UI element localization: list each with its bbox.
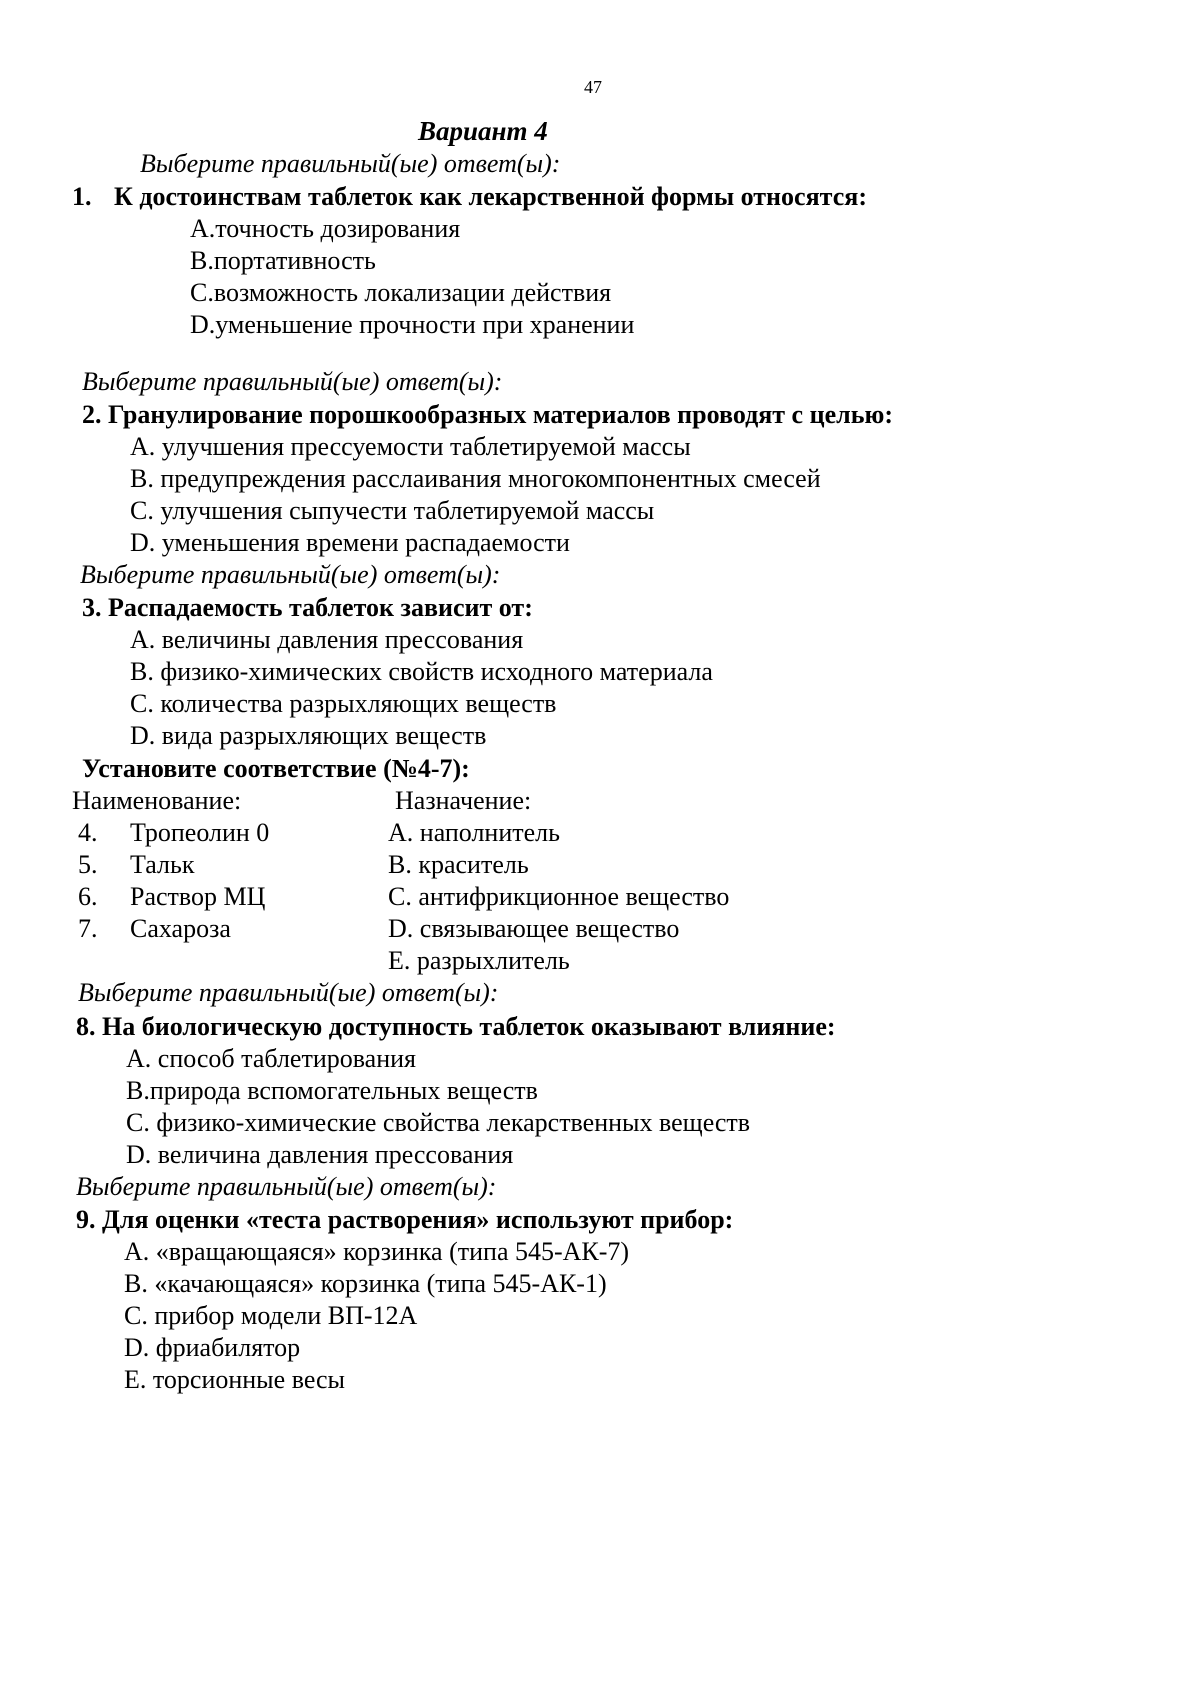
match-purpose: D. связывающее вещество — [388, 914, 680, 943]
match-heading: Установите соответствие (№4-7): — [82, 754, 470, 783]
q9-option-e: Е. торсионные весы — [124, 1365, 346, 1394]
q2-option-b: В. предупреждения расслаивания многокомпонентных смесей — [130, 464, 821, 493]
q1-text: К достоинствам таблеток как лекарственной формы относятся: — [114, 182, 867, 211]
instruction-q1: Выберите правильный(ые) ответ(ы): — [140, 149, 561, 178]
instruction-q2: Выберите правильный(ые) ответ(ы): — [82, 367, 503, 396]
q1-number: 1. — [72, 182, 92, 211]
match-number: 5. — [78, 850, 98, 879]
q8-option-c: С. физико-химические свойства лекарственных веществ — [126, 1108, 751, 1137]
match-name: Раствор МЦ — [130, 882, 266, 911]
q3-option-c: С. количества разрыхляющих веществ — [130, 689, 557, 718]
page-number: 47 — [584, 77, 602, 97]
match-purpose: А. наполнитель — [388, 818, 560, 847]
q9-text: 9. Для оценки «теста растворения» используют прибор: — [76, 1205, 734, 1234]
q8-option-b: В.природа вспомогательных веществ — [126, 1076, 538, 1105]
q1-option-d: D.уменьшение прочности при хранении — [190, 310, 635, 339]
q8-option-a: А. способ таблетирования — [126, 1044, 416, 1073]
q9-option-a: А. «вращающаяся» корзинка (типа 545-АК-7) — [124, 1237, 630, 1266]
match-name: Тропеолин 0 — [130, 818, 270, 847]
variant-title: Вариант 4 — [418, 116, 548, 146]
instruction-q9: Выберите правильный(ые) ответ(ы): — [76, 1172, 497, 1201]
q8-option-d: D. величина давления прессования — [126, 1140, 514, 1169]
q3-option-b: В. физико-химических свойств исходного материала — [130, 657, 713, 686]
q8-text: 8. На биологическую доступность таблеток оказывают влияние: — [76, 1012, 836, 1041]
instruction-q3: Выберите правильный(ые) ответ(ы): — [80, 560, 501, 589]
q2-text: 2. Гранулирование порошкообразных материалов проводят с целью: — [82, 400, 893, 429]
instruction-q8: Выберите правильный(ые) ответ(ы): — [78, 978, 499, 1007]
q1-option-c: С.возможность локализации действия — [190, 278, 612, 307]
q9-option-b: В. «качающаяся» корзинка (типа 545-АК-1) — [124, 1269, 607, 1298]
match-col-left-header: Наименование: — [72, 786, 242, 815]
match-number: 6. — [78, 882, 98, 911]
q1-option-b: В.портативность — [190, 246, 376, 275]
match-number: 4. — [78, 818, 98, 847]
q2-option-c: С. улучшения сыпучести таблетируемой массы — [130, 496, 655, 525]
q3-text: 3. Распадаемость таблеток зависит от: — [82, 593, 533, 622]
match-col-right-header: Назначение: — [395, 786, 532, 815]
q3-option-d: D. вида разрыхляющих веществ — [130, 721, 487, 750]
q9-option-c: С. прибор модели ВП-12А — [124, 1301, 418, 1330]
match-purpose: В. краситель — [388, 850, 529, 879]
match-number: 7. — [78, 914, 98, 943]
match-name: Сахароза — [130, 914, 231, 943]
q9-option-d: D. фриабилятор — [124, 1333, 301, 1362]
q3-option-a: А. величины давления прессования — [130, 625, 524, 654]
match-purpose: С. антифрикционное вещество — [388, 882, 730, 911]
q2-option-d: D. уменьшения времени распадаемости — [130, 528, 570, 557]
match-name: Тальк — [130, 850, 195, 879]
q2-option-a: А. улучшения прессуемости таблетируемой массы — [130, 432, 691, 461]
match-purpose: Е. разрыхлитель — [388, 946, 570, 975]
q1-option-a: А.точность дозирования — [190, 214, 461, 243]
